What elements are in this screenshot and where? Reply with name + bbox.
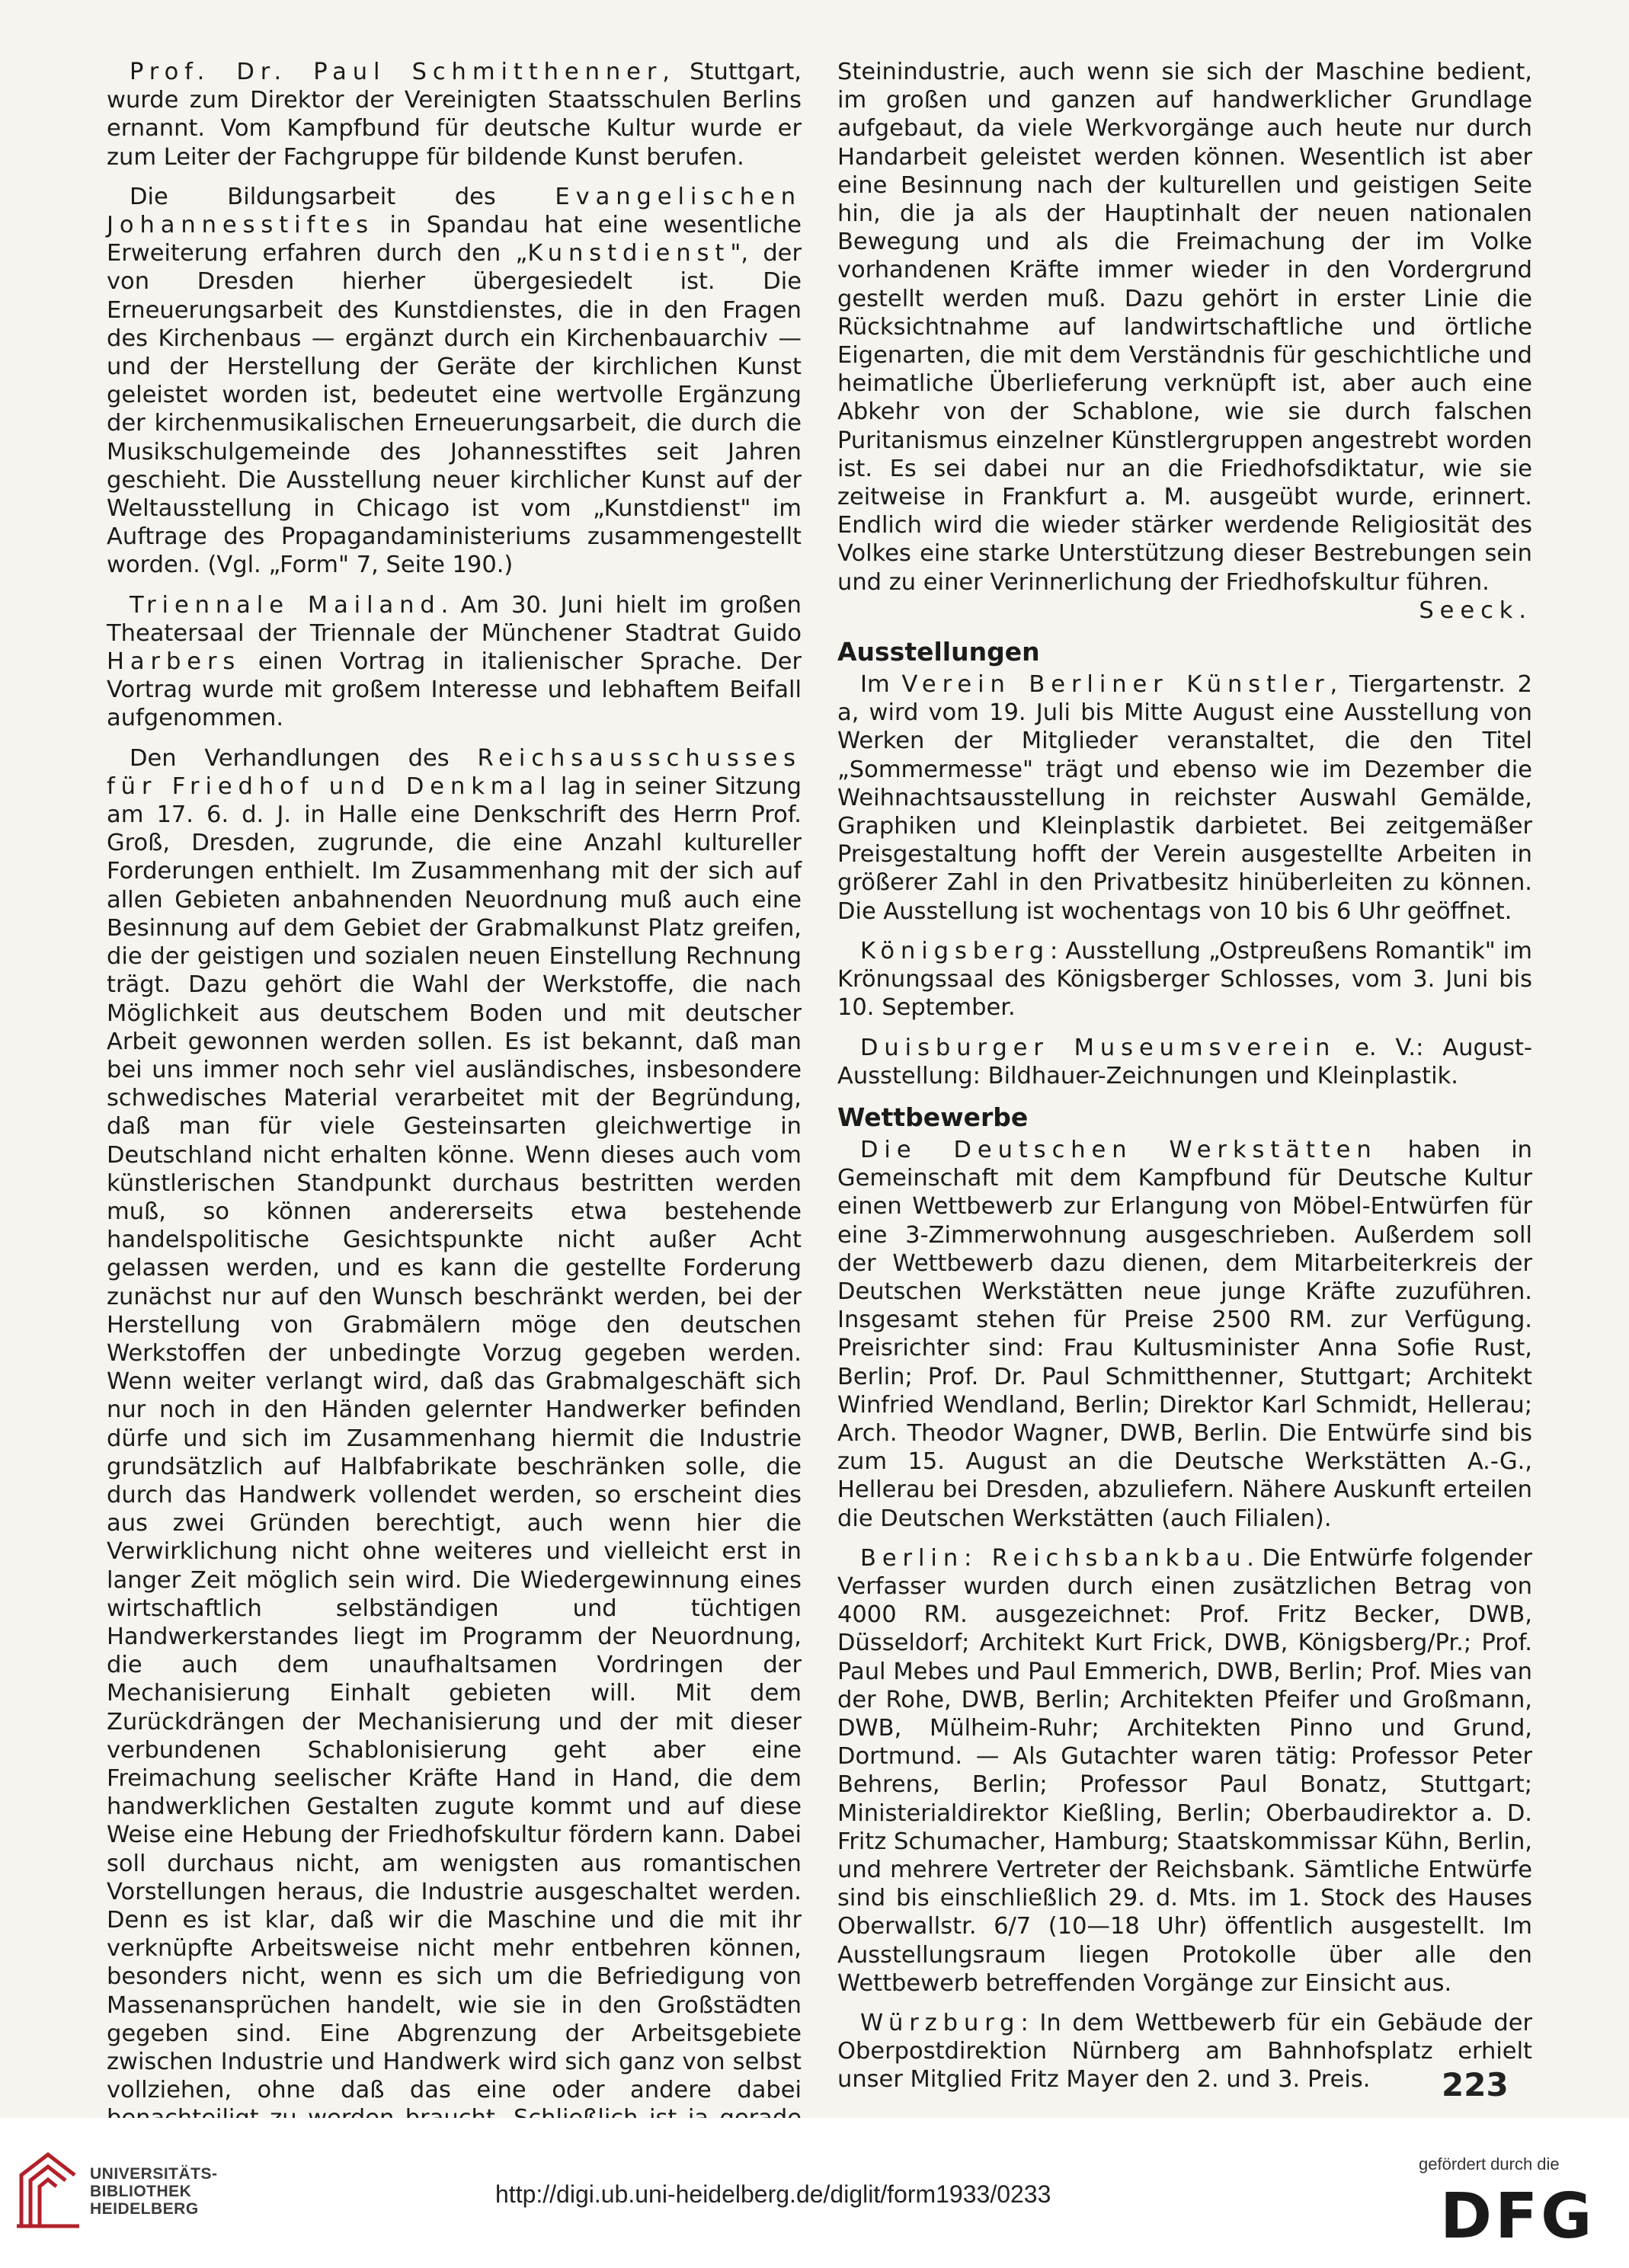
viewer-footer (0, 2118, 1629, 2268)
paragraph-schmitthenner: Prof. Dr. Paul Schmitthenner, Stuttgart, wurde zum Direktor der Vereinigten Staatsschulen Berlins ernannt. Vom Kampfbund für deutsche Kultur wurde er zum Leiter der Fachgruppe für bildende Kunst berufen. (107, 59, 802, 171)
university-library-logo-icon (14, 2148, 86, 2232)
funding-note: gefördert durch die (1419, 2154, 1560, 2174)
document-url-link[interactable]: http://digi.ub.uni-heidelberg.de/diglit/form1933/0233 (495, 2180, 1051, 2208)
section-heading-ausstellungen: Ausstellungen (837, 637, 1040, 667)
paragraph-koenigsberg: Königsberg: Ausstellung „Ostpreußens Romantik" im Krönungssaal des Königsberger Schlosses, vom 3. Juni bis 10. September. (837, 937, 1532, 1022)
section-heading-wettbewerbe: Wettbewerbe (837, 1102, 1029, 1132)
paragraph-friedhof: Den Verhandlungen des Reichsausschusses für Friedhof und Denkmal lag in seiner Sitzung am 17. 6. d. J. in Halle eine Denkschrift des Herrn Prof. Groß, Dresden, zugrunde, die eine Anzahl kultureller Forderungen enthielt. Im Zusammenhang mit der sich auf allen Gebieten anbahnenden Neuordnung muß auch eine Besinnung auf dem Gebiet der Grabmalkunst Platz greifen, die der geistigen und sozialen neuen Einstellung Rechnung trägt. Dazu gehört die Wahl der Werkstoffe, die nach Möglichkeit aus deutschem Boden und mit deutscher Arbeit gewonnen werden sollen. Es ist bekannt, daß man bei uns immer noch sehr viel ausländisches, insbesondere schwedisches Material verarbeitet mit der Begründung, daß man für viele Gesteinsarten gleichwertige in Deutschland nicht erhalten könne. Wenn dieses auch vom künstlerischen Standpunkt durchaus bestritten werden muß, so können andererseits etwa bestehende handelspolitische Gesichtspunkte nicht außer Acht gelassen werden, und es kann die gestellte Forderung zunächst nur auf den Wunsch beschränkt werden, bei der Herstellung von Grabmälern möge den deutschen Werkstoffen der unbedingte Vorzug gegeben werden. Wenn weiter verlangt wird, daß das Grabmalgeschäft sich nur noch in den Händen gelernter Handwerker befinden dürfe und sich im Zusammenhang hiermit die Industrie grundsätzlich auf Halbfabrikate beschränken solle, die durch das Handwerk vollendet werden, so erscheint dies aus zwei Gründen berechtigt, auch wenn hier die Verwirklichung nicht ohne weiteres und vielleicht erst in langer Zeit möglich sein wird. Die Wiedergewinnung eines wirtschaftlich selbständigen und tüchtigen Handwerkerstandes liegt im Programm der Neuordnung, die auch dem unaufhaltsamen Vordringen der Mechanisierung Einhalt gebieten will. Mit dem Zurückdrängen der Mechanisierung und der mit dieser verbundenen Schablonisierung geht aber eine Freimachung seelischer Kräfte Hand in Hand, die dem handwerklichen Gestalten zugute kommt und auf diese Weise eine Hebung der Friedhofskultur fördern kann. Dabei soll durchaus nicht, am wenigsten aus romantischen Vorstellungen heraus, die Industrie ausgeschaltet werden. Denn es ist klar, daß wir die Maschine und die mit ihr verknüpfte Arbeitsweise nicht mehr entbehren können, besonders nicht, wenn es sich um die Befriedigung von Massenansprüchen handelt, wie sie in den Großstädten gegeben sind. Eine Abgrenzung der Arbeitsgebiete zwischen Industrie und Handwerk wird sich ganz von selbst vollziehen, ohne daß das eine oder andere dabei (107, 744, 802, 2104)
paragraph-continuation: Steinindustrie, auch wenn sie sich der Maschine bedient, im großen und ganzen auf handwerklicher Grundlage aufgebaut, da viele Werkvorgänge auch heute nur durch Handarbeit geleistet werden können. Wesentlich ist aber eine Besinnung nach der kulturellen und geistigen Seite hin, die ja als der Hauptinhalt der neuen nationalen Bewegung und als die Freimachung der im Volke vorhandenen Kräfte immer wieder in den Vordergrund gestellt werden muß. Dazu gehört in erster Linie die Rücksichtnahme auf landwirtschaftliche und örtliche Eigenarten, die mit dem Verständnis für geschichtliche und heimatliche Überlieferung verknüpft ist, aber auch eine Abkehr von der Schablone, wie sie durch falschen Puritanismus einzelner Künstlergruppen angestrebt worden ist. Es sei dabei nur an die Friedhofsdiktatur, wie sie zeitweise in Frankfurt a. M. ausgeübt wurde, erinnert. Endlich wird die wieder stärker werdende Religiosität des Volkes eine starke Unterstützung dieser Bestrebungen sein und zu einer Verinnerlichung der Friedhofskultur führen. Seeck. (837, 59, 1532, 624)
paragraph-verein-berliner-kuenstler: Im Verein Berliner Künstler, Tiergartenstr. 2 a, wird vom 19. Juli bis Mitte August eine Ausstellung von Werken der Mitglieder veranstaltet, die den Titel „Sommermesse" trägt und ebenso wie im Dezember die Weihnachtsausstellung in reichster Auswahl Gemälde, Graphiken und Kleinplastik darbietet. Bei zeitgemäßer Preisgestaltung hofft der Verein ausgestellte Arbeiten in größerer Zahl in den Privatbesitz hinüberleiten zu können. Die Ausstellung ist wochentags von 10 bis 6 Uhr geöffnet. (837, 671, 1532, 925)
paragraph-duisburg: Duisburger Museumsverein e. V.: August-Ausstellung: Bildhauer-Zeichnungen und Kleinplastik. (837, 1034, 1532, 1089)
name-spaced: Prof. Dr. Paul Schmitthenner (130, 59, 663, 85)
paragraph-wuerzburg: Würzburg: In dem Wettbewerb für ein Gebäude der Oberpostdirektion Nürnberg am Bahnhofsplatz erhielt unser Mitglied Fritz Mayer den 2. und 3. Preis. (837, 2010, 1532, 2094)
paragraph-johannesstift: Die Bildungsarbeit des Evangelischen Johannesstiftes in Spandau hat eine wesentliche Erweiterung erfahren durch den „Kunstdienst", der von Dresden hierher übergesiedelt ist. Die Erneuerungsarbeit des Kunstdienstes, die in den Fragen des Kirchenbaus — ergänzt durch ein Kirchenbauarchiv — und der Herstellung der Geräte der kirchlichen Kunst geleistet worden ist, bedeutet eine wertvolle Ergänzung der kirchenmusikalischen Erneuerungsarbeit, die durch die Musikschulgemeinde des Johannesstiftes seit Jahren geschieht. Die Ausstellung neuer kirchlicher Kunst auf der Weltausstellung in Chicago ist vom „Kunstdienst" im Auftrage des Propagandaministeriums zusammengestellt worden. (Vgl. „Form" 7, Seite 190.) (107, 183, 802, 579)
library-name: UNIVERSITÄTS- BIBLIOTHEK HEIDELBERG (90, 2165, 218, 2218)
paragraph-deutsche-werkstaetten: Die Deutschen Werkstätten haben in Gemeinschaft mit dem Kampfbund für Deutsche Kultur einen Wettbewerb zur Erlangung von Möbel-Entwürfen für eine 3-Zimmerwohnung ausgeschrieben. Außerdem soll der Wettbewerb dazu dienen, dem Mitarbeiterkreis der Deutschen Werkstätten neue junge Kräfte zuzuführen. Insgesamt stehen für Preise 2500 RM. zur Verfügung. Preisrichter sind: Frau Kultusminister Anna Sofie Rust, Berlin; Prof. Dr. Paul Schmitthenner, Stuttgart; Architekt Winfried Wendland, Berlin; Direktor Karl Schmidt, Hellerau; Arch. Theodor Wagner, DWB, Berlin. Die Entwürfe sind bis zum 15. August an die Deutsche Werkstätten A.-G., Hellerau bei Dresden, abzuliefern. Nähere Auskunft erteilen die Deutschen Werkstätten (auch Filialen). (837, 1136, 1532, 1532)
paragraph-triennale: Triennale Mailand. Am 30. Juni hielt im großen Theatersaal der Triennale der Münchener Stadtrat Guido Harbers einen Vortrag in italienischer Sprache. Der Vortrag wurde mit großem Interesse und lebhaftem Beifall aufgenommen. (107, 591, 802, 732)
author-signature: Seeck. (1419, 597, 1532, 624)
left-column (107, 58, 802, 2173)
dfg-logo: DFG (1440, 2180, 1595, 2253)
right-column (837, 58, 1532, 2106)
paragraph-reichsbankbau: Berlin: Reichsbankbau. Die Entwürfe folgender Verfasser wurden durch einen zusätzlichen Betrag von 4000 RM. ausgezeichnet: Prof. Fritz Becker, DWB, Düsseldorf; Architekt Kurt Frick, DWB, Königsberg/Pr.; Prof. Paul Mebes und Paul Emmerich, DWB, Berlin; Prof. Mies van der Rohe, DWB, Berlin; Architekten Pfeifer und Großmann, DWB, Mülheim-Ruhr; Architekten Pinno und Grund, Dortmund. — Als Gutachter waren tätig: Professor Peter Behrens, Berlin; Professor Paul Bonatz, Stuttgart; Ministerialdirektor Kießling, Berlin; Oberbaudirektor a. D. Fritz Schumacher, Hamburg; Staatskommissar Kühn, Berlin, und mehrere Vertreter der Reichsbank. Sämtliche Entwürfe sind bis einschließlich 29. d. Mts. im 1. Stock des Hauses Oberwallstr. 6/7 (10—18 Uhr) öffentlich ausgestellt. Im Ausstellungsraum liegen Protokolle über alle den Wettbewerb betreffenden Vorgänge zur Einsicht aus. (837, 1544, 1533, 1997)
page-number: 223 (1442, 2066, 1509, 2103)
